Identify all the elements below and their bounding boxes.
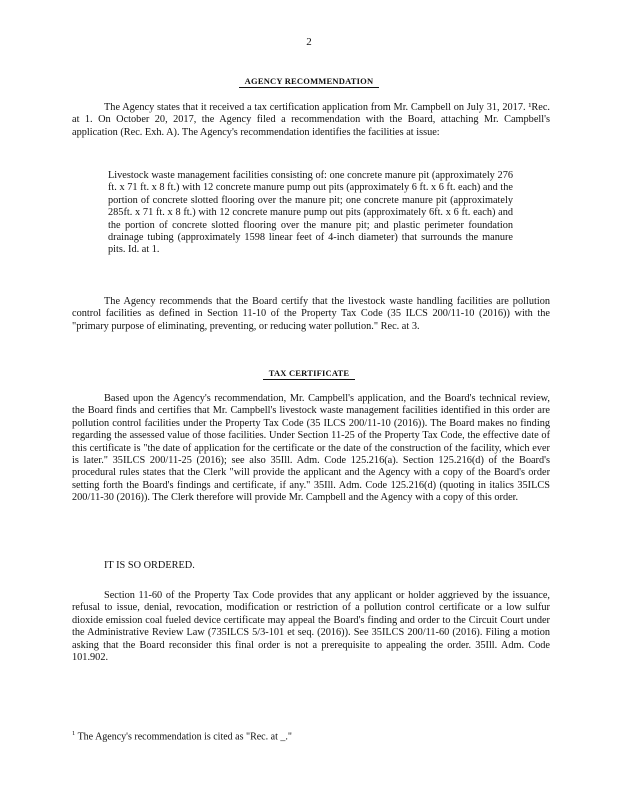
page-number: 2 <box>306 36 312 48</box>
tax-certificate-heading <box>0 368 618 378</box>
footnote-marker: 1 <box>72 730 76 737</box>
footnote-text: The Agency's recommendation is cited as "Rec. at _." <box>77 731 292 743</box>
appeal-paragraph: Section 11-60 of the Property Tax Code provides that any applicant or holder aggrieved by the issuance, refusal to issue, denial, revocation, modification or restriction of a pollution control certificate or a low sulfur dioxide emission coal fueled device certificate may appeal the Board's finding and order to the Circuit Court under the Administrative Review Law (735ILCS 5/3-101 et seq. (2016)). See 35ILCS 200/11-60 (2016). Filing a motion asking that the Board reconsider this final order is not a prerequisite to appealing the order. 35Ill. Adm. Code 101.902. <box>72 590 550 664</box>
tax-certificate-paragraph: Based upon the Agency's recommendation, Mr. Campbell's application, and the Board's technical review, the Board finds and certifies that Mr. Campbell's livestock waste management facilities identified in this order are pollution control facilities under the Property Tax Code (35 ILCS 200/11-10 (2016)). The Board makes no finding regarding the assessed value of those facilities. Under Section 11-25 of the Property Tax Code, the effective date of this certificate is "the date of application for the certificate or the date of the construction of the facility, which ever is later." 35ILCS 200/11-25 (2016); see also 35Ill. Adm. Code 125.216(a). Section 125.216(d) of the Board's procedural rules states that the Clerk "will provide the applicant and the Agency with a copy of the Board's order setting forth the Board's findings and certificate, if any." 35Ill. Adm. Code 125.216(d) (quoting in italics 35ILCS 200/11-30 (2016)). The Clerk therefore will provide Mr. Campbell and the Agency with a copy of this order. <box>72 393 550 504</box>
facilities-block-quote: Livestock waste management facilities consisting of: one concrete manure pit (approximately 276 ft. x 71 ft. x 8 ft.) with 12 concrete manure pump out pits (approximately 6 ft. x 6 ft. each) and the portion of concrete slotted flooring over the manure pit; one concrete manure pit (approximately 285ft. x 71 ft. x 8 ft.) with 12 concrete manure pump out pits (approximately 6ft. x 6 ft. each) and the portion of concrete slotted flooring over the manure pit; and plastic perimeter foundation drainage tubing (approximately 1598 linear feet of 4-inch diameter) that surrounds the manure pits. Id. at 1. <box>108 170 513 256</box>
agency-paragraph-2: The Agency recommends that the Board certify that the livestock waste handling facilities are pollution control facilities as defined in Section 11-10 of the Property Tax Code (35 ILCS 200/11-10 (2016)) with the "primary purpose of eliminating, preventing, or reducing water pollution." Rec. at 3. <box>72 296 550 332</box>
it-is-so-ordered: IT IS SO ORDERED. <box>104 560 195 571</box>
footnote <box>72 730 292 742</box>
agency-recommendation-heading <box>0 76 618 86</box>
agency-paragraph-1: The Agency states that it received a tax certification application from Mr. Campbell on July 31, 2017. ¹Rec. at 1. On October 20, 2017, the Agency filed a recommendation with the Board, attaching Mr. Campbell's application (Rec. Exh. A). The Agency's recommendation identifies the facilities at issue: <box>72 102 550 138</box>
heading-text: TAX CERTIFICATE <box>263 368 356 380</box>
heading-text: AGENCY RECOMMENDATION <box>239 76 380 88</box>
